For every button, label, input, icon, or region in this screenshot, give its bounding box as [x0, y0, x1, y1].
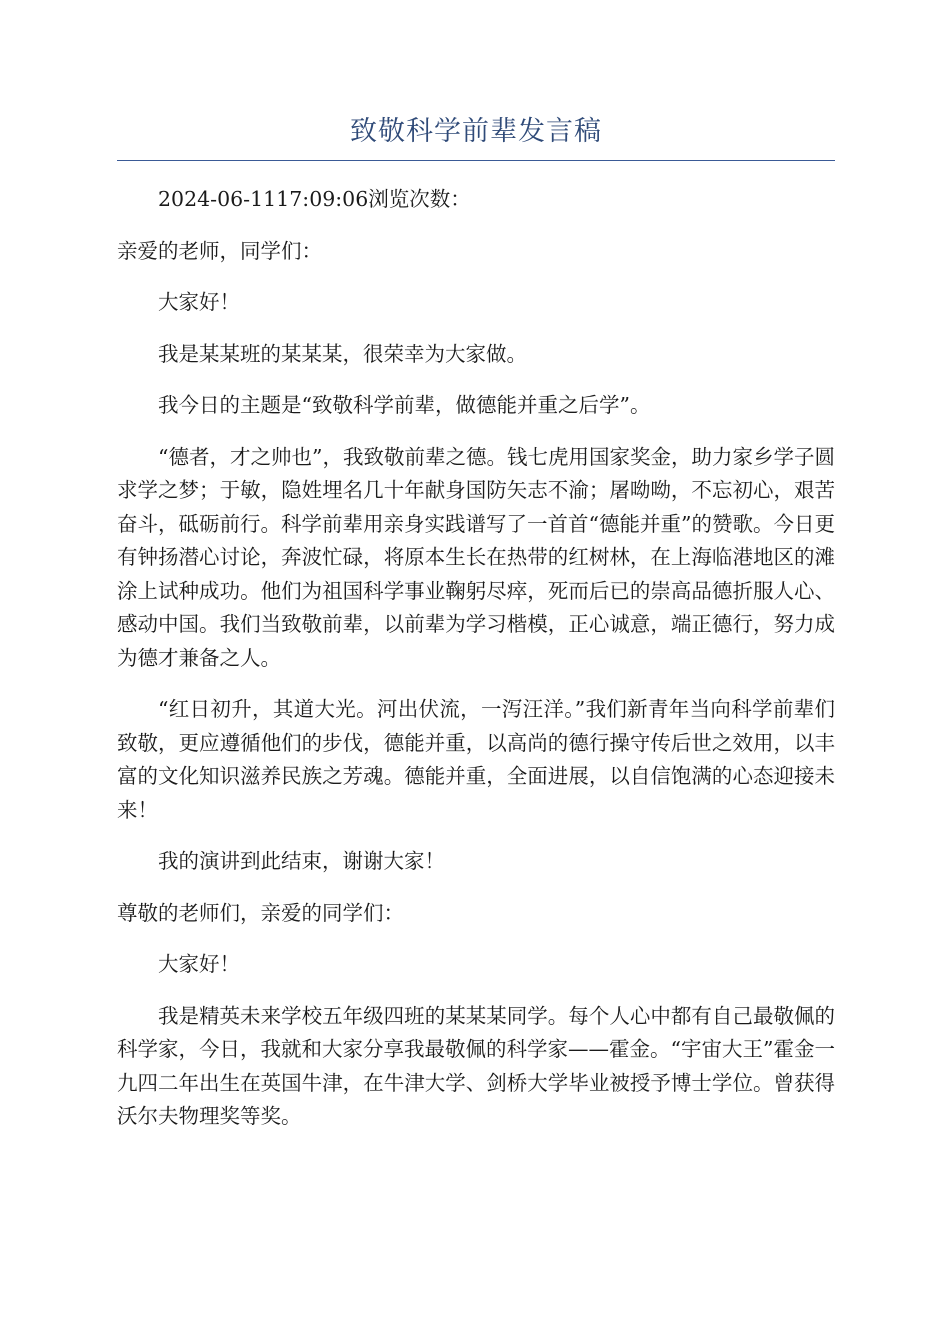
paragraph-intro-1: 我是某某班的某某某，很荣幸为大家做。 — [158, 341, 527, 366]
meta-line: 2024-06-1117:09:06浏览次数： — [158, 187, 471, 211]
paragraph-salutation-1: 亲爱的老师，同学们： — [117, 238, 322, 263]
paragraph-virtue: “德者，才之帅也”，我致敬前辈之德。钱七虎用国家奖金，助力家乡学子圆求学之梦；于敏，隐姓埋名几十年献身国防矢志不渝；屠呦呦，不忘初心，艰苦奋斗，砥砺前行。科学前辈用亲身实践谱写了一首首“德能并重”的赞歌。今日更有钟扬潜心讨论，奔波忙碌，将原本生长在热带的红树林，在上海临港地区的滩涂上试种成功。他们为祖国科学事业鞠躬尽瘁，死而后已的崇高品德折服人心、感动中国。我们当致敬前辈，以前辈为学习楷模，正心诚意，端正德行，努力成为德才兼备之人。 — [117, 444, 835, 670]
document-title: 致敬科学前辈发言稿 — [117, 112, 835, 161]
paragraph-greeting-1: 大家好！ — [158, 290, 240, 314]
paragraph-closing: 我的演讲到此结束，谢谢大家！ — [158, 849, 445, 873]
paragraph-youth: “红日初升，其道大光。河出伏流，一泻汪洋。”我们新青年当向科学前辈们致敬，更应遵循他们的步伐，德能并重，以高尚的德行操守传后世之效用，以丰富的文化知识滋养民族之芳魂。德能并重，全面进展，以自信饱满的心态迎接未来！ — [117, 697, 835, 822]
document-page — [117, 112, 835, 1152]
paragraph-greeting-2: 大家好！ — [158, 952, 240, 976]
document-body — [117, 183, 835, 1134]
paragraph-hawking: 我是精英未来学校五年级四班的某某某同学。每个人心中都有自己最敬佩的科学家，今日，我就和大家分享我最敬佩的科学家——霍金。“宇宙大王”霍金一九四二年出生在英国牛津，在牛津大学、剑桥大学毕业被授予博士学位。曾获得沃尔夫物理奖等奖。 — [117, 1003, 835, 1128]
paragraph-salutation-2: 尊敬的老师们，亲爱的同学们： — [117, 900, 404, 925]
paragraph-theme: 我今日的主题是“致敬科学前辈，做德能并重之后学”。 — [158, 393, 651, 417]
